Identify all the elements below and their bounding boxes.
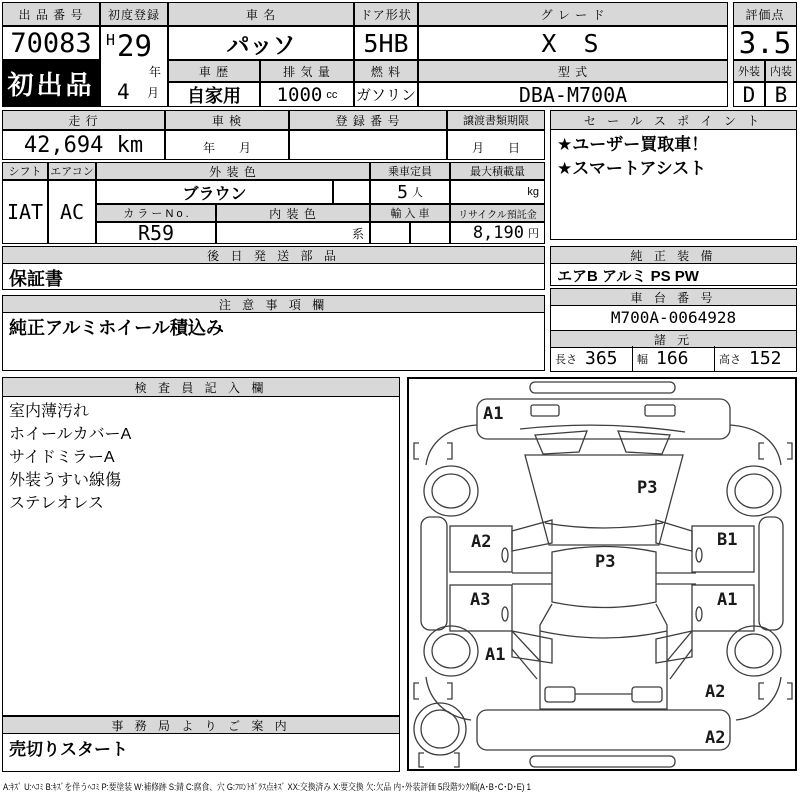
transfer-deadline-value: 月 日: [447, 130, 545, 160]
interior-color-value: 系: [216, 222, 370, 244]
max-load-header: 最大積載量: [450, 162, 545, 180]
auction-number-header: 出 品 番 号: [2, 2, 100, 26]
chassis-value: M700A-0064928: [610, 308, 737, 327]
aircon-value: AC: [48, 180, 96, 244]
door-shape-value: 5HB: [354, 26, 418, 60]
caution-header: 注 意 事 項 欄: [3, 296, 544, 313]
recycle-deposit-value: [450, 222, 545, 244]
sales-point: ★スマートアシスト: [557, 159, 707, 178]
displacement-number: 1000: [276, 83, 323, 106]
exterior-color-header: 外 装 色: [96, 162, 370, 180]
later-parts-value: 保証書: [9, 269, 63, 289]
import-header: 輸 入 車: [370, 204, 450, 222]
caution-value: 純正アルミホイール積込み: [9, 318, 224, 338]
month-unit: 月: [146, 86, 159, 100]
displacement-header: 排 気 量: [260, 60, 354, 82]
damage-mark: A2: [705, 728, 726, 748]
equipment-box: [550, 246, 797, 286]
inspection-value: 年 月: [165, 130, 289, 160]
damage-mark: A3: [470, 590, 491, 610]
spec-value: 152: [749, 348, 782, 369]
damage-mark: A2: [705, 682, 726, 702]
max-load-value: kg: [450, 180, 545, 204]
damage-mark: P3: [595, 552, 616, 572]
car-name-header: 車 名: [168, 2, 354, 26]
displacement-value: [260, 82, 354, 107]
first-registration-value: [100, 26, 168, 107]
chassis-header: 車 台 番 号: [551, 289, 796, 306]
mileage-value: 42,694 km: [2, 130, 165, 160]
first-registration-header: 初度登録: [100, 2, 168, 26]
spec-value: 365: [585, 348, 618, 369]
era-letter: H: [106, 31, 116, 49]
color-no-value: R59: [96, 222, 216, 244]
damage-mark: A1: [483, 404, 504, 424]
caution-box: [2, 295, 545, 371]
transfer-deadline-header: 譲渡書類期限: [447, 110, 545, 130]
spec-label: 幅: [637, 353, 648, 366]
recycle-deposit-header: リサイクル預託金: [450, 204, 545, 222]
inspector-box: [2, 377, 400, 716]
shift-value: IAT: [2, 180, 48, 244]
shift-header: シフト: [2, 162, 48, 180]
exterior-color-value: ブラウン: [96, 180, 333, 204]
damage-mark: A2: [471, 532, 492, 552]
legend-line: A:ｷｽﾞ U:ﾍｺﾐ B:ｷｽﾞを伴うﾍｺﾐ P:要塗装 W:補修跡 S:錆 C:腐食、穴 G:ﾌﾛﾝﾄｶﾞﾗｽ点ｷｽﾞ XX:交換済み X:要交換 欠:欠品 内･外装評価 5段階ﾗﾝｸ順(A･B･C･D･E) 1: [3, 782, 531, 792]
damage-mark: A1: [717, 590, 738, 610]
inspector-header: 検 査 員 記 入 欄: [3, 378, 399, 397]
damage-diagram-box: [407, 377, 797, 771]
damage-mark: A1: [485, 645, 506, 665]
model-code-header: 型 式: [418, 60, 728, 82]
car-diagram: [409, 379, 795, 769]
spec-label: 高さ: [719, 353, 741, 366]
score-value: 3.5: [733, 26, 797, 60]
sales-point: ★ユーザー買取車！: [557, 135, 709, 154]
capacity-header: 乗車定員: [370, 162, 450, 180]
office-value: 売切りスタート: [9, 740, 128, 759]
recycle-fee: 8,190: [472, 223, 524, 243]
interior-color-header: 内 装 色: [216, 204, 370, 222]
inspector-note: ホイールカバーA: [9, 426, 132, 443]
damage-mark: B1: [717, 530, 738, 550]
recycle-unit: 円: [528, 228, 539, 240]
inspector-note: 室内薄汚れ: [9, 403, 90, 420]
exterior-color-subcell: [333, 180, 370, 204]
capacity-unit: 人: [411, 187, 423, 199]
import-subcell: [370, 222, 410, 244]
score-header: 評価点: [733, 2, 797, 26]
mileage-header: 走 行: [2, 110, 165, 130]
grade-header: グ レ ー ド: [418, 2, 728, 26]
capacity-number: 5: [397, 181, 408, 203]
import-subcell: [410, 222, 450, 244]
car-name-value: パッソ: [168, 26, 354, 60]
auction-number-value: 70083: [2, 26, 100, 60]
office-box: [2, 716, 400, 772]
fuel-value: ガソリン: [354, 82, 418, 107]
office-header: 事 務 局 よ り ご 案 内: [3, 717, 399, 734]
later-parts-box: [2, 246, 545, 290]
history-value: 自家用: [168, 82, 260, 107]
interior-grade-header: 内装: [765, 60, 797, 82]
inspector-note: 外装うすい線傷: [9, 472, 122, 489]
inspector-note: サイドミラーA: [9, 449, 115, 466]
reg-month: 4: [117, 80, 130, 104]
capacity-value: [370, 180, 450, 204]
registration-number-header: 登 録 番 号: [289, 110, 447, 130]
aircon-header: エアコン: [48, 162, 96, 180]
door-shape-header: ドア形状: [354, 2, 418, 26]
color-no-header: カ ラ ー N o .: [96, 204, 216, 222]
damage-mark: P3: [637, 478, 658, 498]
spec-value: 166: [656, 348, 689, 369]
chassis-box: [550, 288, 797, 372]
displacement-unit: cc: [326, 88, 338, 101]
inspector-note: ステレオレス: [9, 495, 104, 512]
equipment-header: 純 正 装 備: [551, 247, 796, 264]
first-listing-badge: 初出品: [2, 60, 100, 107]
sales-points-box: [550, 110, 797, 240]
sales-points-header: セ ー ル ス ポ イ ン ト: [551, 111, 796, 130]
interior-grade-value: B: [765, 82, 797, 107]
spec-label: 長さ: [555, 353, 577, 366]
history-header: 車 歴: [168, 60, 260, 82]
inspection-header: 車 検: [165, 110, 289, 130]
later-parts-header: 後 日 発 送 部 品: [3, 247, 544, 264]
registration-number-value: [289, 130, 447, 160]
year-unit: 年: [148, 65, 161, 79]
exterior-grade-header: 外装: [733, 60, 765, 82]
specs-header: 諸 元: [551, 330, 796, 348]
era-year: 29: [117, 29, 152, 63]
equipment-value: エアB アルミ PS PW: [557, 268, 699, 285]
fuel-header: 燃 料: [354, 60, 418, 82]
grade-value: X S: [418, 26, 728, 60]
exterior-grade-value: D: [733, 82, 765, 107]
model-code-value: DBA-M700A: [418, 82, 728, 107]
